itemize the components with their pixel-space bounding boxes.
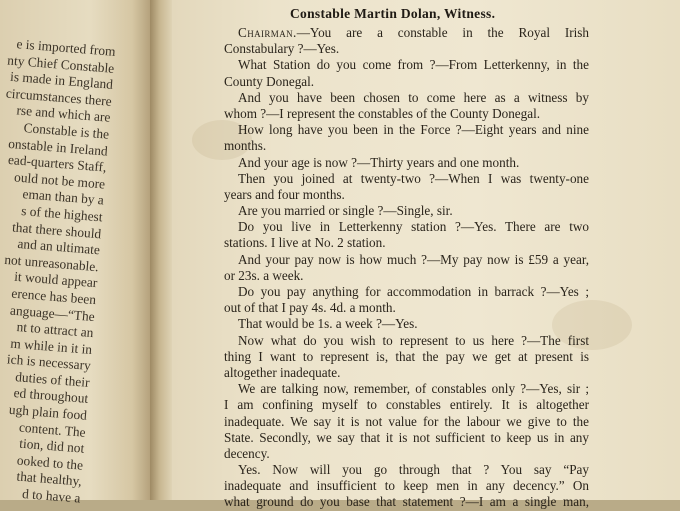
- text-line: Yes. Now will you go through that ? You say “Pay: [238, 462, 589, 478]
- text-line: That would be 1s. a week ?—Yes.: [238, 316, 418, 332]
- text-line: stations. I live at No. 2 station.: [224, 235, 386, 251]
- text-line: I am confining myself to constables entirely. It is altogether: [224, 397, 589, 413]
- left-page-line: ead-quarters Staff,: [7, 152, 107, 175]
- text-line: altogether inadequate.: [224, 364, 341, 380]
- left-page-line: duties of their: [14, 369, 90, 390]
- left-page-text: [0, 36, 116, 508]
- text-line: thing I want to represent is, that the pay we get at present is: [224, 348, 589, 364]
- text-line: Constabulary ?—Yes.: [224, 41, 340, 57]
- text-line: or 23s. a week.: [224, 267, 304, 283]
- text-line: And your age is now ?—Thirty years and one month.: [238, 154, 520, 170]
- left-page-line: erence has been: [10, 285, 97, 308]
- text-line: And you have been chosen to come here as a witness by: [238, 89, 589, 105]
- text-line: inadequate and insufficient to keep men in any decency.” On: [224, 478, 589, 494]
- left-page-line: eman than by a: [21, 186, 105, 208]
- left-page-line: s of the highest: [20, 203, 103, 225]
- text-line: inadequate. We say it is not value for the labour we give to the: [224, 413, 589, 429]
- text-line: Are you married or single ?—Single, sir.: [238, 203, 453, 219]
- left-page-line: anguage—“The: [9, 302, 96, 324]
- left-page-line: that there should: [11, 218, 102, 241]
- left-page-line: ould not be more: [13, 169, 106, 192]
- left-page-line: and an ultimate: [16, 236, 101, 258]
- left-page-line: ed throughout: [12, 385, 89, 407]
- right-page: [172, 0, 680, 510]
- text-line: out of that I pay 4s. 4d. a month.: [224, 300, 396, 316]
- left-page-line: not unreasonable.: [3, 251, 100, 275]
- text-line: what ground do you base that statement ?—I am a single man,: [224, 494, 589, 510]
- left-page-line: nty Chief Constable: [6, 52, 115, 76]
- text-line: And your pay now is how much ?—My pay now is £59 a year,: [238, 251, 589, 267]
- text-line: State. Secondly, we say that it is not sufficient to keep us in any: [224, 429, 589, 445]
- text-line: Now what do you wish to represent to us here ?—The first: [238, 332, 589, 348]
- left-page-line: nt to attract an: [15, 319, 94, 341]
- left-page-line: m while in it in: [9, 335, 93, 357]
- left-page-line: rse and which are: [15, 102, 111, 126]
- text-line: Do you live in Letterkenny station ?—Yes. There are two: [238, 219, 589, 235]
- text-line: months.: [224, 138, 267, 154]
- text-line: County Donegal.: [224, 73, 315, 89]
- left-page: [0, 0, 150, 506]
- left-page-line: ooked to the: [16, 452, 84, 473]
- text-line: We are talking now, remember, of constables only ?—Yes, sir ;: [238, 381, 589, 397]
- left-page-line: ugh plain food: [8, 401, 88, 423]
- text-line: What Station do you come from ?—From Letterkenny, in the: [238, 57, 589, 73]
- left-page-line: content. The: [18, 419, 87, 440]
- left-page-line: it would appear: [13, 269, 98, 291]
- left-page-line: e is imported from: [15, 36, 117, 59]
- page-heading: Constable Martin Dolan, Witness.: [290, 6, 496, 21]
- left-page-line: circumstances there: [5, 85, 113, 109]
- left-page-line: ich is necessary: [6, 351, 92, 374]
- text-line: whom ?—I represent the constables of the County Donegal.: [224, 105, 541, 121]
- left-page-line: onstable in Ireland: [7, 135, 109, 159]
- text-line: Then you joined at twenty-two ?—When I was twenty-one: [238, 170, 589, 186]
- testimony-text: [224, 25, 589, 511]
- text-line: Do you pay anything for accommodation in barrack ?—Yes ;: [238, 284, 589, 299]
- text-line: decency.: [224, 445, 270, 461]
- text-line: [224, 25, 589, 41]
- left-page-line: d to have a: [21, 486, 81, 506]
- left-page-line: tion, did not: [18, 435, 85, 456]
- book-gutter: [150, 0, 172, 500]
- speaker-label: Chairman.: [238, 25, 297, 40]
- line-text: —You are a constable in the Royal Irish: [296, 25, 589, 40]
- left-page-line: that healthy,: [15, 468, 83, 490]
- left-page-line: Constable is the: [23, 120, 110, 142]
- text-line: How long have you been in the Force ?—Eight years and nine: [238, 122, 589, 138]
- text-line: years and four months.: [224, 186, 345, 202]
- left-page-line: is made in England: [9, 69, 114, 93]
